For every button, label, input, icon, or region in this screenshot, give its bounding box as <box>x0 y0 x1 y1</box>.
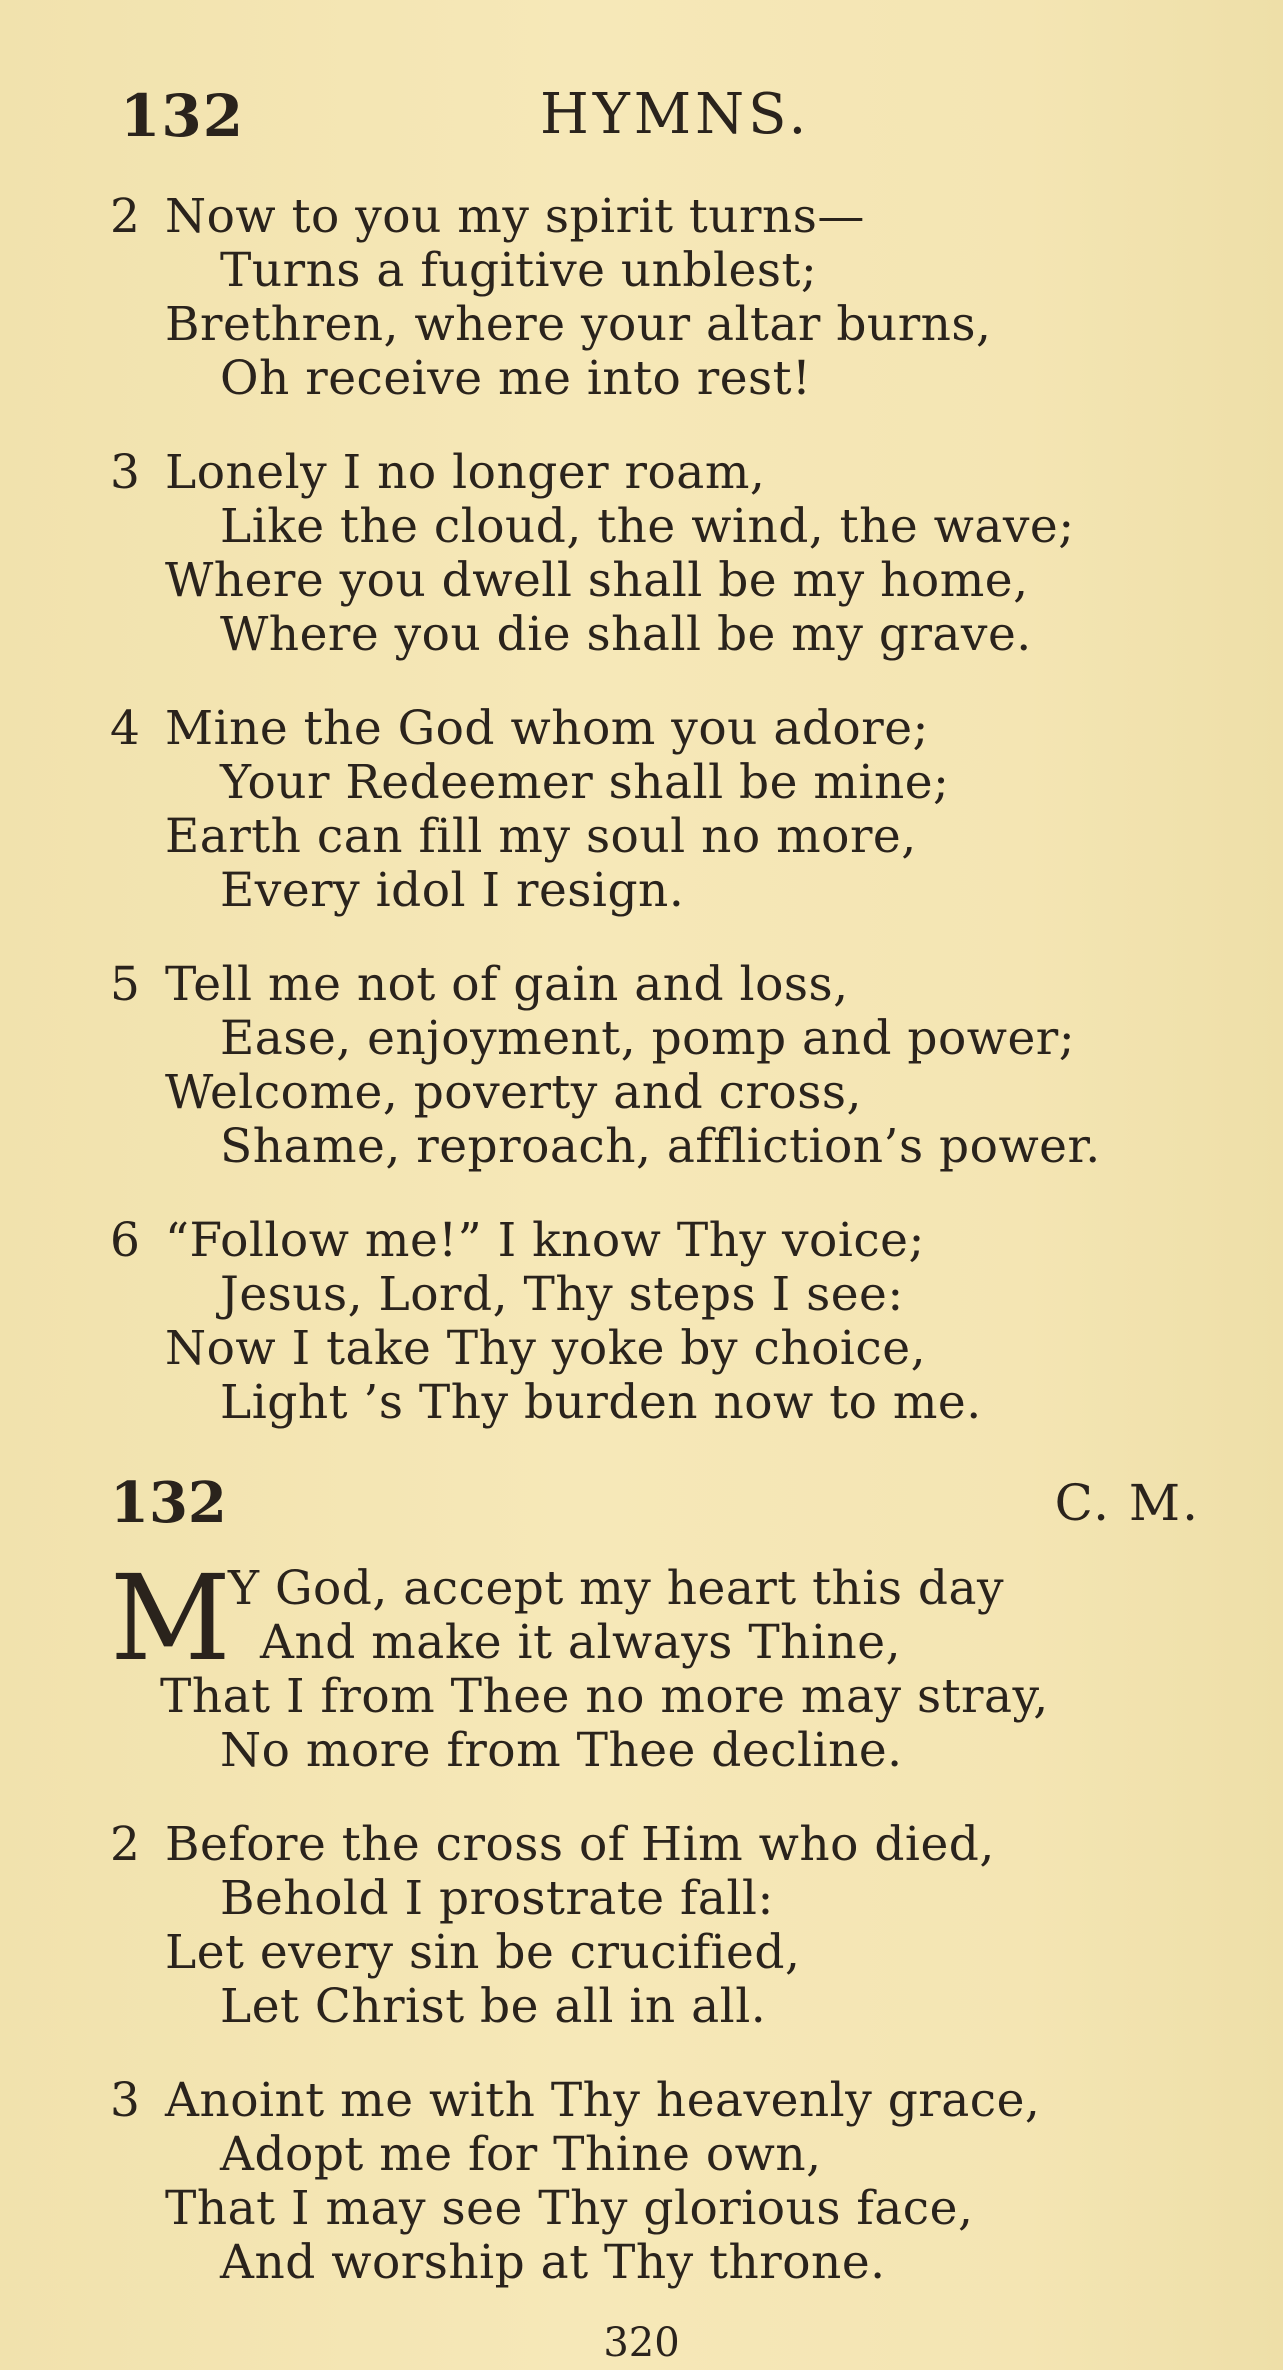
verse-line: Like the cloud, the wind, the wave; <box>220 499 1075 554</box>
verse-line: Let Christ be all in all. <box>220 1979 767 2034</box>
hymn-number: 132 <box>110 1470 227 1536</box>
hymn-stanza-3 <box>110 2074 1200 2290</box>
stanza-3 <box>110 446 1200 662</box>
stanza-number: 4 <box>110 701 140 756</box>
verse-line: Where you dwell shall be my home, <box>165 553 1029 608</box>
verse-line: Now I take Thy yoke by choice, <box>165 1321 927 1376</box>
verse-line: Light ’s Thy burden now to me. <box>220 1375 982 1430</box>
running-title: HYMNS. <box>540 82 811 147</box>
verse-line: Shame, reproach, affliction’s power. <box>220 1119 1101 1174</box>
verse-line: Y God, accept my heart this day <box>228 1561 1005 1616</box>
stanza-number: 3 <box>110 445 140 500</box>
verse-line: No more from Thee decline. <box>220 1723 903 1778</box>
hymn-heading <box>110 1470 1200 1548</box>
verse-line: Ease, enjoyment, pomp and power; <box>220 1011 1076 1066</box>
verse-line: Turns a fugitive unblest; <box>220 243 818 298</box>
stanza-2 <box>110 190 1200 406</box>
verse-line: Earth can fill my soul no more, <box>165 809 917 864</box>
drop-cap: M <box>110 1549 231 1687</box>
page-header <box>120 82 1220 162</box>
verse-line: Brethren, where your altar burns, <box>165 297 992 352</box>
stanza-6 <box>110 1214 1200 1430</box>
stanza-number: 3 <box>110 2073 140 2128</box>
page-content <box>110 190 1200 2330</box>
verse-line: Mine the God whom you adore; <box>165 701 929 756</box>
stanza-5 <box>110 958 1200 1174</box>
verse-line: And worship at Thy throne. <box>220 2235 886 2290</box>
verse-line: Welcome, poverty and cross, <box>165 1065 862 1120</box>
verse-line: Jesus, Lord, Thy steps I see: <box>220 1267 904 1322</box>
verse-line: And make it always Thine, <box>260 1615 902 1670</box>
hymn-first-stanza <box>110 1549 1200 1778</box>
verse-line: Tell me not of gain and loss, <box>165 957 849 1012</box>
verse-line: Oh receive me into rest! <box>220 351 812 406</box>
stanza-number: 2 <box>110 1817 140 1872</box>
verse-line: Anoint me with Thy heavenly grace, <box>165 2073 1041 2128</box>
stanza-number: 5 <box>110 957 140 1012</box>
verse-line: “Follow me!” I know Thy voice; <box>165 1213 925 1268</box>
folio-number: 320 <box>603 2320 680 2366</box>
stanza-number: 2 <box>110 189 140 244</box>
verse-line: Let every sin be crucified, <box>165 1925 801 1980</box>
verse-line: That I from Thee no more may stray, <box>160 1669 1049 1724</box>
stanza-4 <box>110 702 1200 918</box>
verse-line: Now to you my spirit turns— <box>165 189 865 244</box>
stanza-number: 6 <box>110 1213 140 1268</box>
verse-line: Lonely I no longer roam, <box>165 445 766 500</box>
verse-line: Behold I prostrate fall: <box>220 1871 774 1926</box>
hymn-stanza-2 <box>110 1818 1200 2034</box>
verse-line: That I may see Thy glorious face, <box>165 2181 974 2236</box>
hymn-meter: C. M. <box>1054 1474 1200 1532</box>
verse-line: Every idol I resign. <box>220 863 685 918</box>
verse-line: Where you die shall be my grave. <box>220 607 1032 662</box>
verse-line: Adopt me for Thine own, <box>220 2127 822 2182</box>
page-number: 132 <box>120 82 245 150</box>
verse-line: Before the cross of Him who died, <box>165 1817 995 1872</box>
verse-line: Your Redeemer shall be mine; <box>220 755 950 810</box>
